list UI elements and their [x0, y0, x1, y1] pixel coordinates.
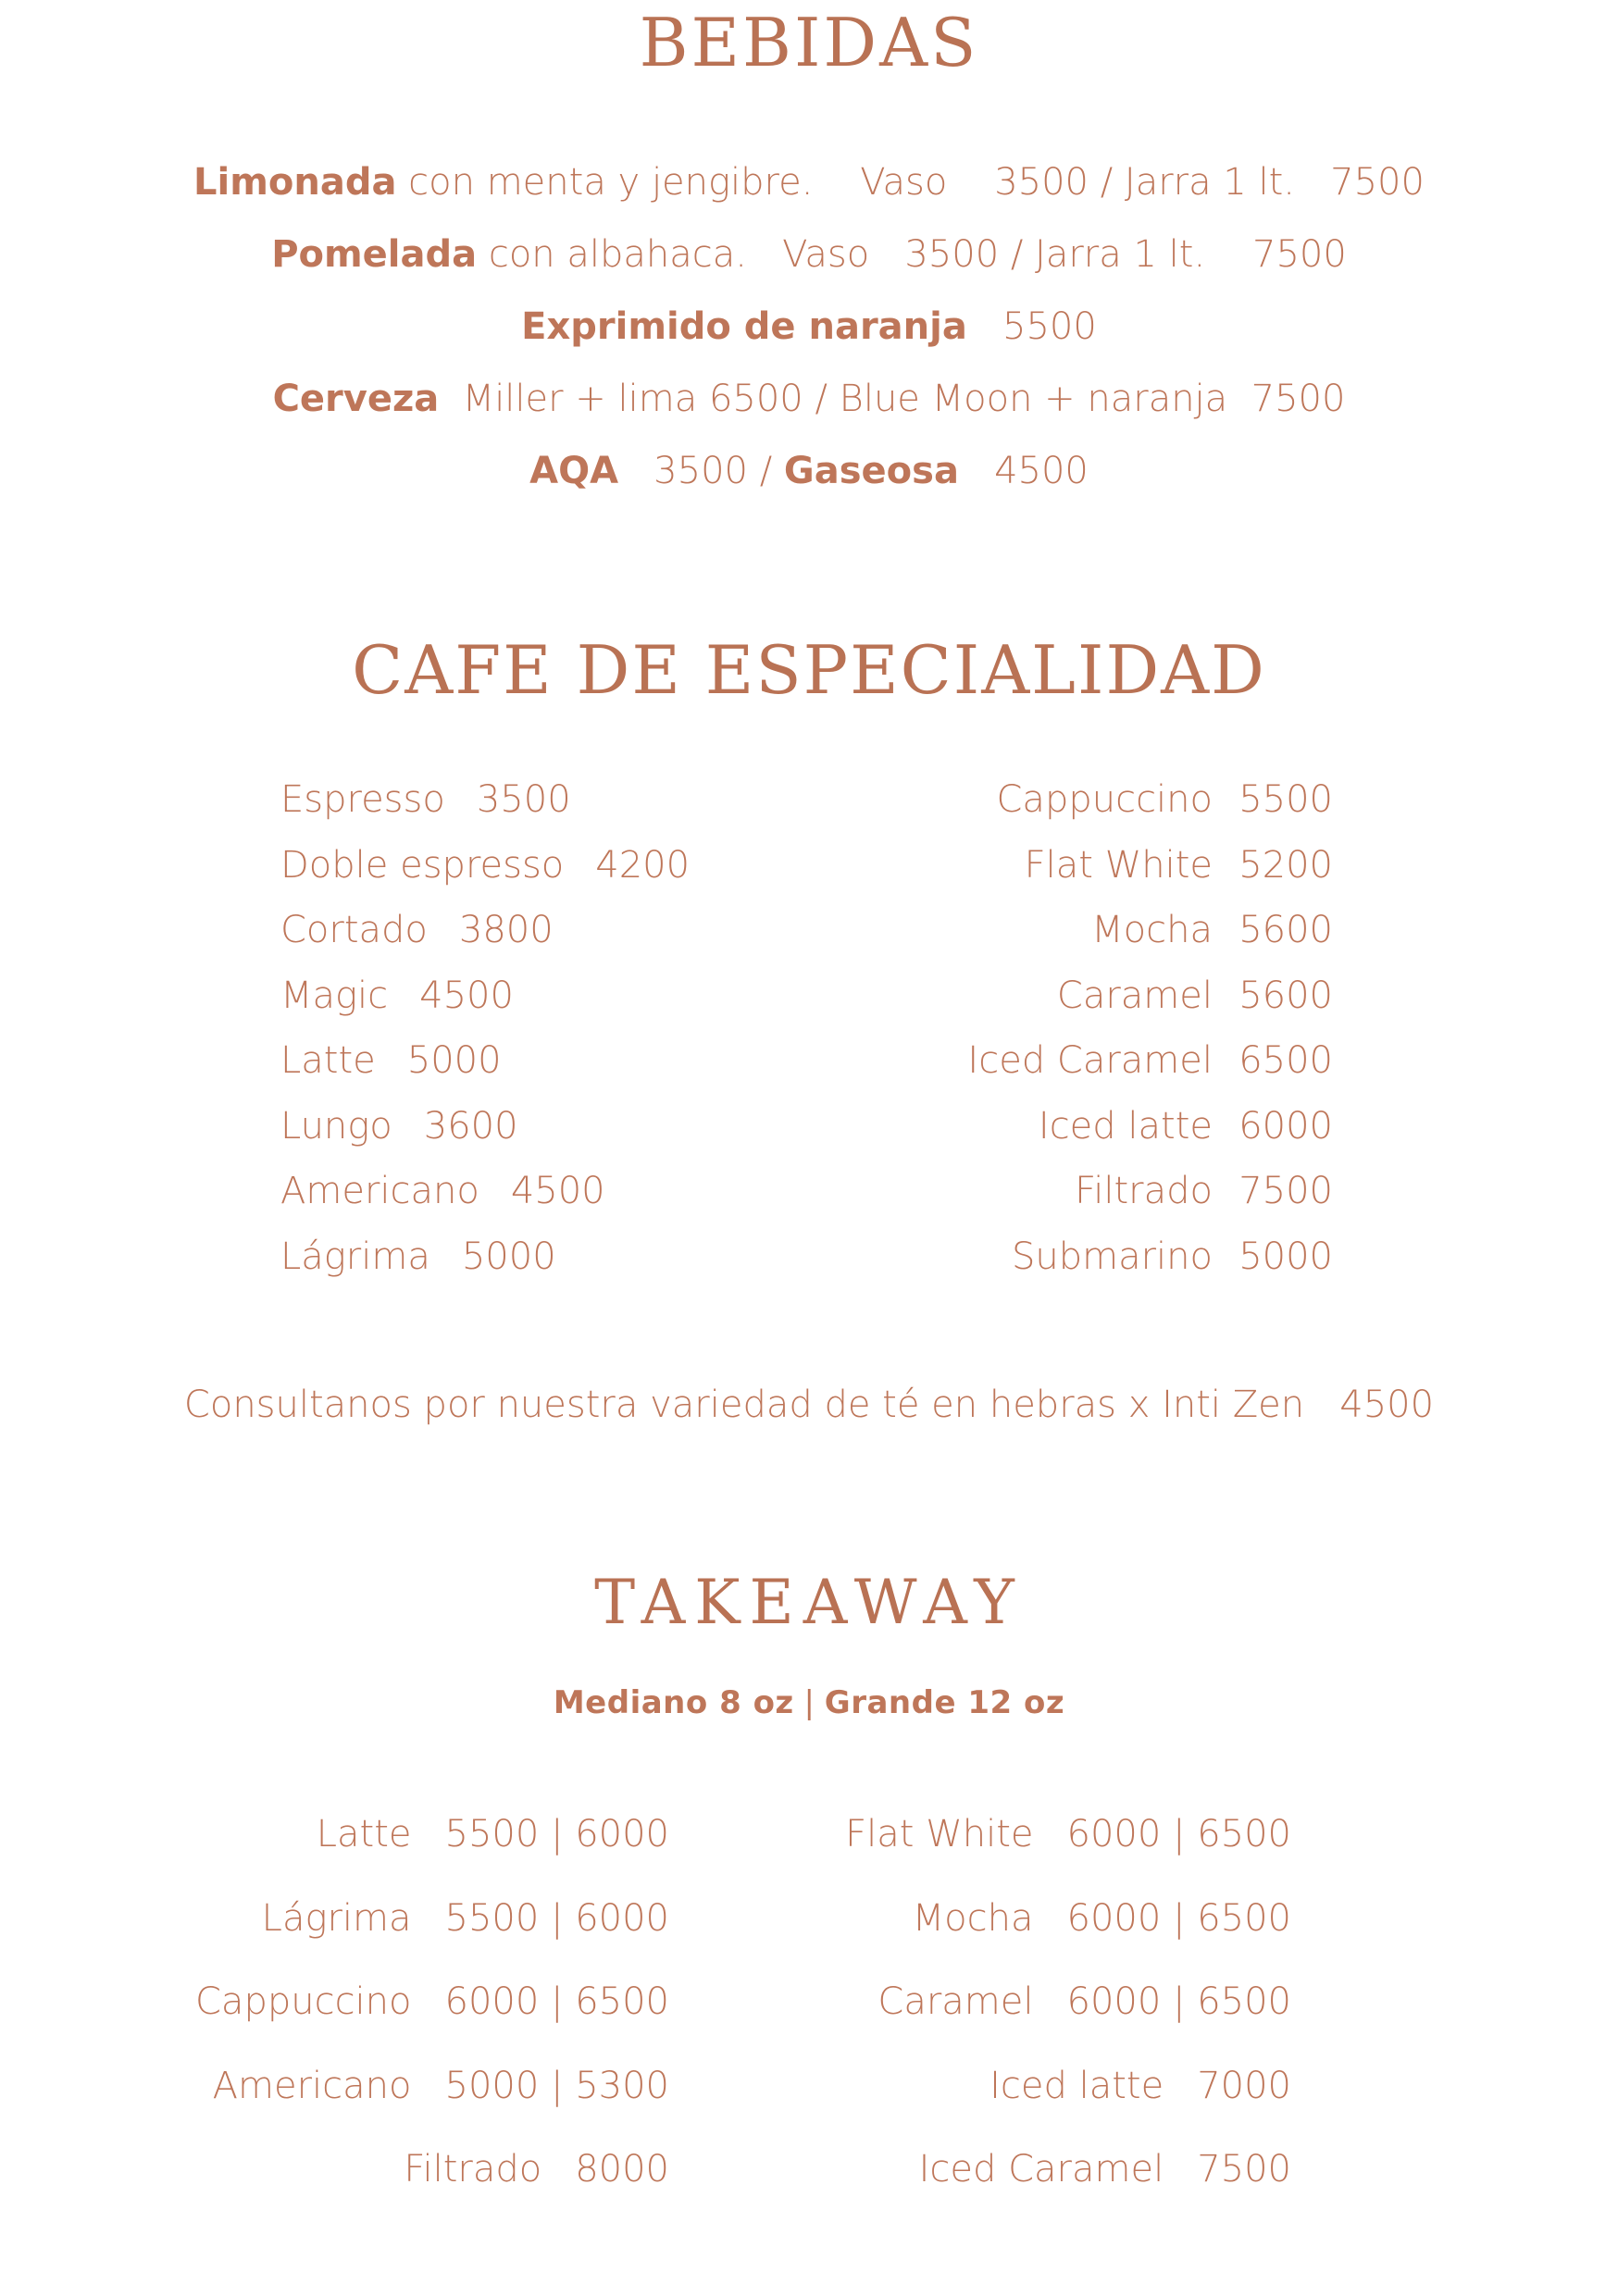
- menu-item-row: [280, 1028, 690, 1094]
- specialty-left-column: [280, 767, 690, 1289]
- item-name: Caramel: [1056, 974, 1213, 1017]
- menu-item-row: [967, 1159, 1333, 1224]
- menu-item-row: [195, 1960, 669, 2044]
- bebidas-list: [0, 146, 1618, 507]
- takeaway-right-column: [845, 1793, 1291, 2212]
- item-price: 5600: [1238, 909, 1333, 952]
- menu-line: [0, 291, 1618, 363]
- item-name: Iced latte: [989, 2064, 1164, 2107]
- takeaway-size-subtitle: [0, 1684, 1618, 1721]
- takeaway-left-column: [195, 1793, 669, 2212]
- item-name: Iced Caramel: [918, 2148, 1164, 2191]
- item-price: 4200: [595, 843, 691, 887]
- menu-item-row: [967, 898, 1333, 963]
- tea-note: [0, 1384, 1618, 1425]
- menu-line: [0, 146, 1618, 218]
- item-price: 6000 | 6500: [444, 1980, 669, 2024]
- item-price: 7500: [1238, 1170, 1333, 1213]
- item-price: 5500 | 6000: [444, 1813, 669, 1856]
- menu-line-text: Miller + lima 6500 / Blue Moon + naranja 7500: [439, 378, 1346, 420]
- item-price: 7000: [1197, 2064, 1291, 2107]
- menu-line-bold-text: Limonada: [193, 161, 397, 204]
- menu-item-row: [967, 767, 1333, 833]
- item-name: Flat White: [845, 1813, 1034, 1856]
- menu-item-row: [967, 1028, 1333, 1094]
- menu-item-row: [845, 1960, 1291, 2044]
- menu-item-row: [280, 898, 690, 963]
- item-price: 6500: [1238, 1039, 1333, 1083]
- item-name: Cappuccino: [195, 1980, 412, 2024]
- menu-item-row: [280, 767, 690, 833]
- menu-item-row: [195, 2044, 669, 2128]
- menu-item-row: [280, 1159, 690, 1224]
- menu-item-row: [967, 1224, 1333, 1290]
- menu-line: [0, 218, 1618, 291]
- item-name: Magic: [280, 974, 389, 1017]
- item-price: 3500: [476, 778, 571, 822]
- menu-item-row: [845, 2044, 1291, 2128]
- menu-item-row: [280, 833, 690, 899]
- menu-line-text: Consultanos por nuestra variedad de té en hebras x Inti Zen: [183, 1384, 1305, 1426]
- item-name: Espresso: [280, 778, 445, 822]
- item-name: Mocha: [912, 1896, 1034, 1940]
- menu-line: [0, 1684, 1618, 1721]
- menu-line-text: 4500: [1304, 1384, 1435, 1426]
- item-price: 4500: [510, 1170, 605, 1213]
- menu-item-row: [195, 1877, 669, 1961]
- item-price: 4500: [419, 974, 514, 1017]
- bebidas-section-title: BEBIDAS: [639, 4, 979, 81]
- menu-item-row: [280, 1094, 690, 1160]
- item-name: Mocha: [1091, 909, 1213, 952]
- item-name: Iced Caramel: [967, 1039, 1213, 1083]
- item-name: Latte: [316, 1813, 412, 1856]
- item-price: 3800: [458, 909, 554, 952]
- item-name: Latte: [280, 1039, 376, 1083]
- specialty-right-column: [967, 767, 1333, 1289]
- item-name: Filtrado: [1075, 1170, 1213, 1213]
- menu-line: [0, 1384, 1618, 1425]
- menu-item-row: [195, 1793, 669, 1877]
- item-price: 5200: [1238, 843, 1333, 887]
- item-name: Submarino: [1012, 1235, 1213, 1278]
- item-name: Americano: [212, 2064, 412, 2107]
- item-name: Lágrima: [261, 1896, 412, 1940]
- menu-line-bold-text: Grande 12 oz: [824, 1684, 1065, 1721]
- item-price: 5500 | 6000: [444, 1896, 669, 1940]
- item-price: 5000: [406, 1039, 502, 1083]
- item-price: 6000 | 6500: [1066, 1980, 1291, 2024]
- item-name: Doble espresso: [280, 843, 565, 887]
- menu-line-bold-text: Gaseosa: [783, 450, 959, 492]
- menu-item-row: [280, 1224, 690, 1290]
- item-price: 8000: [575, 2148, 669, 2191]
- menu-item-row: [845, 1793, 1291, 1877]
- menu-line-text: con menta y jengibre. Vaso 3500 / Jarra 1 lt. 7500: [396, 161, 1425, 204]
- item-price: 5500: [1238, 778, 1333, 822]
- menu-line-bold-text: Mediano 8 oz: [553, 1684, 794, 1721]
- item-price: 5000 | 5300: [444, 2064, 669, 2107]
- item-name: Flat White: [1024, 843, 1213, 887]
- item-price: 6000: [1238, 1104, 1333, 1148]
- menu-item-row: [967, 1094, 1333, 1160]
- menu-item-row: [845, 2128, 1291, 2212]
- item-price: 5600: [1238, 974, 1333, 1017]
- menu-line-text: |: [793, 1684, 825, 1721]
- item-name: Lungo: [280, 1104, 392, 1148]
- menu-line-text: con albahaca. Vaso 3500 / Jarra 1 lt. 7500: [477, 233, 1347, 276]
- item-name: Lágrima: [280, 1235, 430, 1278]
- item-price: 5000: [1238, 1235, 1333, 1278]
- menu-line-text: 5500: [966, 305, 1097, 348]
- menu-item-row: [195, 2128, 669, 2212]
- item-name: Iced latte: [1038, 1104, 1213, 1148]
- item-name: Americano: [280, 1170, 479, 1213]
- menu-line-bold-text: AQA: [529, 450, 619, 492]
- menu-item-row: [967, 963, 1333, 1029]
- menu-item-row: [845, 1877, 1291, 1961]
- item-name: Cappuccino: [996, 778, 1213, 822]
- menu-line-text: 4500: [958, 450, 1089, 492]
- menu-line-bold-text: Cerveza: [272, 378, 440, 420]
- takeaway-section-title: TAKEAWAY: [594, 1567, 1024, 1638]
- menu-item-row: [967, 833, 1333, 899]
- item-price: 6000 | 6500: [1066, 1813, 1291, 1856]
- specialty-coffee-section-title: CAFE DE ESPECIALIDAD: [352, 631, 1266, 709]
- menu-line-text: 3500 /: [618, 450, 784, 492]
- menu-line: [0, 435, 1618, 507]
- menu-line-bold-text: Pomelada: [271, 233, 478, 276]
- menu-item-row: [280, 963, 690, 1029]
- item-price: 5000: [461, 1235, 556, 1278]
- item-name: Caramel: [877, 1980, 1034, 2024]
- item-price: 7500: [1197, 2148, 1291, 2191]
- item-name: Filtrado: [404, 2148, 542, 2191]
- menu-line-bold-text: Exprimido de naranja: [521, 305, 967, 348]
- item-price: 6000 | 6500: [1066, 1896, 1291, 1940]
- item-price: 3600: [423, 1104, 518, 1148]
- menu-line: [0, 363, 1618, 435]
- item-name: Cortado: [280, 909, 428, 952]
